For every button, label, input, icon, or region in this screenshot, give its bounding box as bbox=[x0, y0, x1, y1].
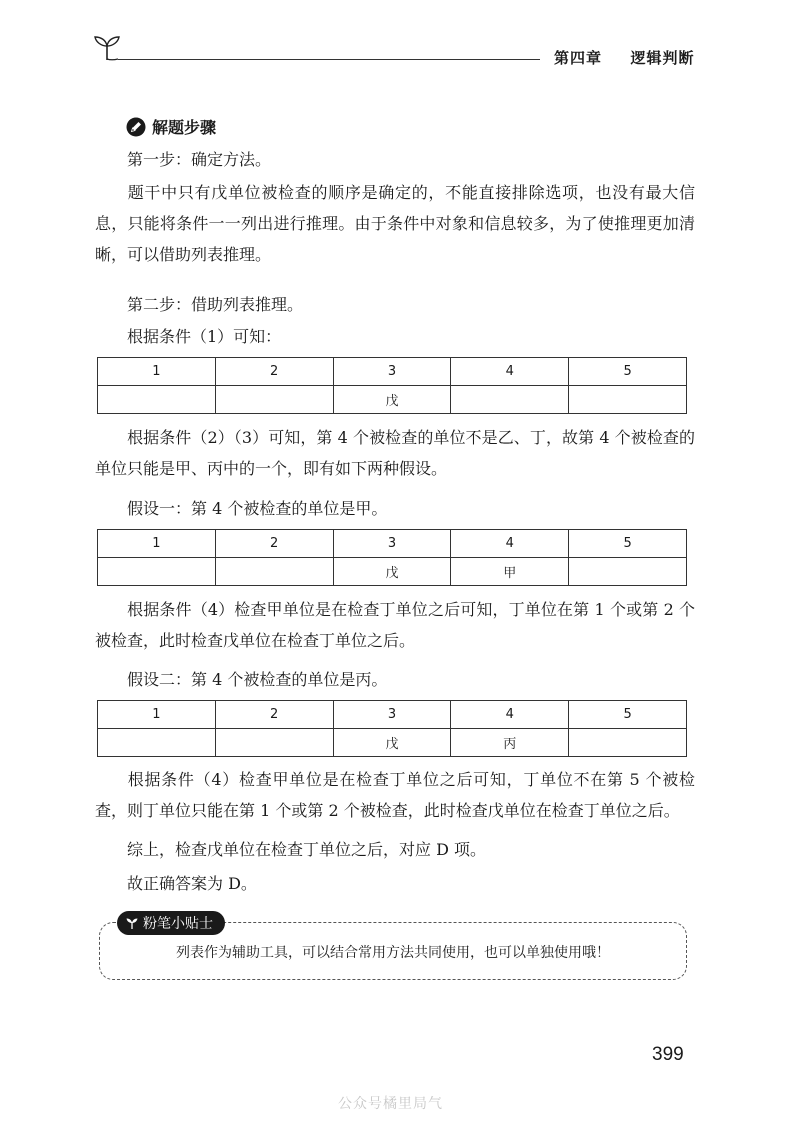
table-row: 戊 丙 bbox=[98, 729, 687, 757]
sprout-icon bbox=[125, 916, 139, 930]
hypothesis-one: 假设一：第 4 个被检查的单位是甲。 bbox=[127, 499, 388, 518]
table-hypothesis-two bbox=[97, 700, 687, 757]
running-header bbox=[554, 47, 695, 68]
step-one: 第一步：确定方法。 bbox=[127, 150, 272, 169]
watermark: 公众号橘里局气 bbox=[338, 1096, 443, 1112]
step-two: 第二步：借助列表推理。 bbox=[127, 295, 304, 314]
chapter-label: 第四章 bbox=[554, 49, 603, 67]
sprout-icon bbox=[92, 34, 122, 62]
pencil-badge-icon bbox=[126, 117, 146, 137]
table-row: 戊 bbox=[98, 386, 687, 414]
method-paragraph: 题干中只有戊单位被检查的顺序是确定的，不能直接排除选项，也没有最大信息，只能将条件一一列出进行推理。由于条件中对象和信息较多，为了使推理更加清晰，可以借助列表推理。 bbox=[95, 183, 695, 264]
hypothesis-one-analysis: 根据条件（4）检查甲单位是在检查丁单位之后可知，丁单位在第 1 个或第 2 个被检查，此时检查戊单位在检查丁单位之后。 bbox=[95, 600, 695, 650]
table-condition-one bbox=[97, 357, 687, 414]
table-header-row: 1 2 3 4 5 bbox=[98, 530, 687, 558]
section-title: 解题步骤 bbox=[152, 118, 217, 137]
table-hypothesis-one bbox=[97, 529, 687, 586]
hypothesis-two-analysis: 根据条件（4）检查甲单位是在检查丁单位之后可知，丁单位不在第 5 个被检查，则丁单位只能在第 1 个或第 2 个被检查，此时检查戊单位在检查丁单位之后。 bbox=[95, 770, 695, 820]
header-rule bbox=[118, 59, 540, 60]
table-header-row: 1 2 3 4 5 bbox=[98, 358, 687, 386]
hypothesis-two: 假设二：第 4 个被检查的单位是丙。 bbox=[127, 670, 388, 689]
tip-text: 列表作为辅助工具，可以结合常用方法共同使用，也可以单独使用哦！ bbox=[176, 945, 610, 961]
section-heading bbox=[126, 115, 216, 138]
table-header-row: 1 2 3 4 5 bbox=[98, 701, 687, 729]
tip-label: 粉笔小贴士 bbox=[143, 916, 213, 932]
conditions-two-three-paragraph: 根据条件（2）（3）可知，第 4 个被检查的单位不是乙、丁，故第 4 个被检查的单位只能是甲、丙中的一个，即有如下两种假设。 bbox=[95, 428, 695, 478]
table-row: 戊 甲 bbox=[98, 558, 687, 586]
summary: 综上，检查戊单位在检查丁单位之后，对应 D 项。 bbox=[127, 840, 487, 859]
answer: 故正确答案为 D。 bbox=[127, 874, 257, 893]
subject-label: 逻辑判断 bbox=[630, 49, 695, 67]
tip-badge bbox=[117, 911, 225, 935]
condition-one-text: 根据条件（1）可知： bbox=[127, 327, 282, 346]
page-number: 399 bbox=[652, 1044, 684, 1065]
